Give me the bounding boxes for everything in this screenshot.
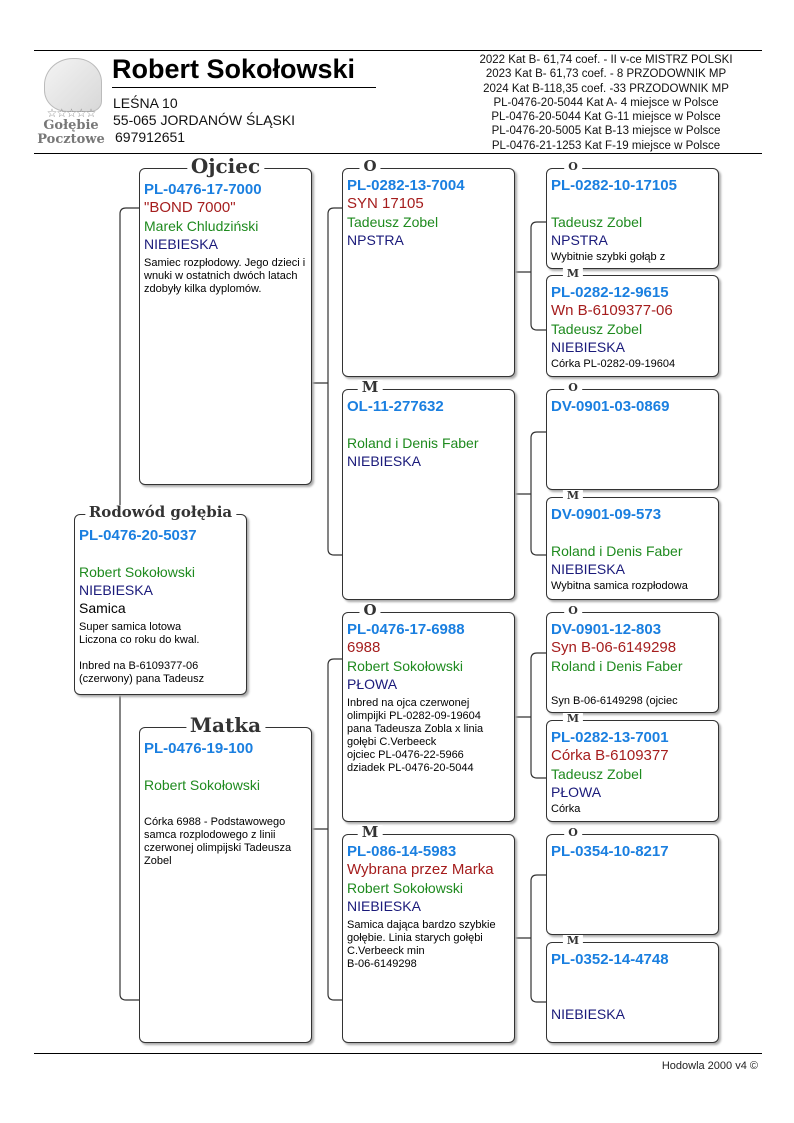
achievement-line: PL-0476-20-5044 Kat A- 4 miejsce w Polsce (493, 96, 719, 109)
pigeon-role-label: O (564, 161, 582, 172)
pigeon-color (551, 675, 718, 693)
connector-fm (515, 432, 546, 555)
pigeon-card-ffm[interactable] (546, 275, 719, 377)
pigeon-card-mmf[interactable] (546, 834, 719, 935)
pigeon-color: NIEBIESKA (551, 1006, 625, 1022)
pigeon-color: NPSTRA (347, 232, 404, 248)
owner-name: Robert Sokołowski (112, 54, 356, 84)
pigeon-color: NIEBIESKA (347, 453, 421, 469)
pigeon-role-label: M (563, 268, 583, 279)
stars-icon: ☆☆☆☆☆ (46, 106, 96, 120)
pigeon-role-label: O (564, 605, 582, 616)
pigeon-card-father[interactable] (139, 168, 312, 485)
pigeon-ring: PL-0282-13-7004 (347, 177, 465, 194)
pigeon-note: Córka 6988 - Podstawowego samca rozplodowego z linii czerwonej olimpijski Tadeusza Zobel (144, 816, 292, 867)
achievement-line: 2023 Kat B- 61,73 coef. - 8 PRZODOWNIK MP (485, 68, 727, 81)
pigeon-role-label: M (358, 380, 383, 395)
pigeon-color: NIEBIESKA (551, 339, 625, 355)
pigeon-note: Inbred na ojca czerwonej olimpijki PL-0282-09-19604 pana Tadeusza Zobla x linia gołębi C.Verbeeck ojciec PL-0476-22-5966 dziadek PL-0476-20-5044 (347, 697, 484, 774)
pigeon-owner: Robert Sokołowski (347, 658, 463, 674)
pigeon-card-mfm[interactable] (546, 720, 719, 822)
achievement-line: 2022 Kat B- 61,74 coef. - II v-ce MISTRZ POLSKI (479, 54, 733, 66)
pigeon-card-fmm[interactable] (546, 497, 719, 600)
pigeon-name (551, 524, 718, 542)
pigeon-owner: Roland i Denis Faber (347, 435, 479, 451)
pigeon-ring: OL-11-277632 (347, 398, 444, 415)
pigeon-card-mff[interactable] (546, 612, 719, 713)
pigeon-name (551, 861, 718, 879)
pigeon-color: NPSTRA (551, 232, 608, 248)
pigeon-card-subject[interactable] (74, 514, 247, 695)
pigeon-color (551, 897, 718, 915)
pigeon-note: Samiec rozpłodowy. Jego dzieci i wnuki w ostatnich dwóch latach zdobyły kilka dyplomów. (144, 257, 306, 295)
pigeon-card-mf[interactable] (342, 612, 515, 822)
pigeon-ring: PL-0476-19-100 (144, 740, 254, 757)
pigeon-owner: Roland i Denis Faber (551, 658, 683, 674)
achievement-line: 2024 Kat B-118,35 coef. -33 PRZODOWNIK MP (483, 82, 729, 95)
pigeon-ring: PL-0282-13-7001 (551, 729, 669, 746)
pigeon-owner: Tadeusz Zobel (347, 214, 439, 230)
pigeon-owner: Robert Sokołowski (144, 777, 260, 793)
pigeon-card-fmf[interactable] (546, 389, 719, 490)
pigeon-card-fm[interactable] (342, 389, 515, 600)
pigeon-owner: Marek Chludziński (144, 218, 259, 234)
pigeon-ring: PL-0282-12-9615 (551, 284, 669, 301)
achievement-line: PL-0476-21-1253 Kat F-19 miejsce w Polsce (491, 139, 721, 152)
pigeon-color (144, 794, 311, 812)
pigeon-name: 6988 (347, 639, 381, 656)
pigeon-role-label: M (563, 935, 583, 946)
pigeon-ring: PL-0352-14-4748 (551, 951, 669, 968)
pigeon-role-label: M (358, 825, 383, 840)
pigeon-ring: DV-0901-09-573 (551, 506, 662, 523)
pigeon-owner: Tadeusz Zobel (551, 214, 643, 230)
pigeon-name: "BOND 7000" (144, 199, 236, 216)
pigeon-role-label: Rodowód gołębia (85, 505, 236, 520)
pigeon-name (551, 195, 718, 213)
pigeon-ring: DV-0901-03-0869 (551, 398, 670, 415)
pigeon-color: NIEBIESKA (144, 236, 218, 252)
pigeon-owner: Robert Sokołowski (79, 564, 195, 580)
pigeon-name: Syn B-06-6149298 (551, 639, 677, 656)
pigeon-note: Samica dająca bardzo szybkie gołębie. Linia starych gołębi C.Verbeeck min B-06-6149298 (347, 919, 496, 970)
pigeon-name: Wn B-6109377-06 (551, 302, 673, 319)
pigeon-role-label: Ojciec (187, 156, 264, 176)
pigeon-owner (551, 434, 718, 452)
pigeon-role-label: O (564, 827, 582, 838)
pigeon-name (551, 416, 718, 434)
pigeon-role-label: O (564, 382, 582, 393)
pigeon-role-label: M (563, 490, 583, 501)
pigeon-owner (551, 879, 718, 897)
pigeon-color: NIEBIESKA (551, 561, 625, 577)
pigeon-card-ff[interactable] (342, 168, 515, 377)
pigeon-ring: DV-0901-12-803 (551, 621, 662, 638)
phone: 697912651 (115, 129, 186, 145)
pigeon-color: NIEBIESKA (79, 582, 153, 598)
connector-mm (515, 875, 546, 1002)
achievement-line: PL-0476-20-5044 Kat G-11 miejsce w Polsce (491, 111, 721, 124)
logo-text-1: Gołębie (43, 118, 99, 133)
pigeon-name (347, 416, 514, 434)
pigeon-name (551, 969, 718, 987)
pigeon-owner: Tadeusz Zobel (551, 321, 643, 337)
pigeon-color (551, 452, 718, 470)
pigeon-note: Wybitna samica rozpłodowa (551, 580, 688, 592)
pigeon-name (144, 758, 311, 776)
pigeon-card-fff[interactable] (546, 168, 719, 269)
pigeon-note: Córka (551, 803, 581, 815)
pigeon-note: Super samica lotowa Liczona co roku do kwal. Inbred na B-6109377-06 (czerwony) pana Tadeusz (79, 621, 205, 685)
pigeon-role-label: O (359, 603, 380, 618)
pigeon-card-mmm[interactable] (546, 942, 719, 1043)
pigeon-name: Córka B-6109377 (551, 747, 669, 764)
pigeon-name: Wybrana przez Marka (347, 861, 494, 878)
connector-mf (515, 653, 546, 778)
pigeon-note: Wybitnie szybki gołąb z (551, 251, 666, 263)
pigeon-owner: Roland i Denis Faber (551, 543, 683, 559)
pigeon-ring: PL-0354-10-8217 (551, 843, 669, 860)
connector-father (312, 208, 342, 555)
pigeon-owner: Robert Sokołowski (347, 880, 463, 896)
pigeon-note: Córka PL-0282-09-19604 (551, 358, 676, 370)
pigeon-ring: PL-0282-10-17105 (551, 177, 677, 194)
pigeon-color: PŁOWA (551, 784, 602, 800)
pigeon-ring: PL-0476-20-5037 (79, 527, 197, 544)
connector-mother (312, 659, 342, 1000)
pigeon-sex: Samica (79, 600, 126, 616)
pigeon-ring: PL-0476-17-6988 (347, 621, 465, 638)
pigeon-name: SYN 17105 (347, 195, 424, 212)
logo-text-2: Pocztowe (37, 132, 105, 147)
pigeon-color: PŁOWA (347, 676, 398, 692)
pigeon-role-label: M (563, 713, 583, 724)
footer-text: Hodowla 2000 v4 © (661, 1060, 758, 1072)
pigeon-note: Syn B-06-6149298 (ojciec (551, 695, 678, 707)
pigeon-role-label: Matka (186, 715, 265, 735)
pigeon-owner: Tadeusz Zobel (551, 766, 643, 782)
connector-ff (515, 222, 546, 330)
pigeon-role-label: O (359, 159, 380, 174)
pigeon-card-mm[interactable] (342, 834, 515, 1043)
pigeon-ring: PL-0476-17-7000 (144, 181, 262, 198)
address-city: 55-065 JORDANÓW ŚLĄSKI (113, 112, 296, 128)
achievement-line: PL-0476-20-5005 Kat B-13 miejsce w Polsce (491, 125, 721, 138)
pigeon-card-mother[interactable] (139, 727, 312, 1043)
pigeon-owner (551, 987, 718, 1005)
address-street: LEŚNA 10 (113, 95, 178, 111)
pigeon-ring: PL-086-14-5983 (347, 843, 457, 860)
pigeon-color: NIEBIESKA (347, 898, 421, 914)
pigeon-name (79, 545, 246, 563)
